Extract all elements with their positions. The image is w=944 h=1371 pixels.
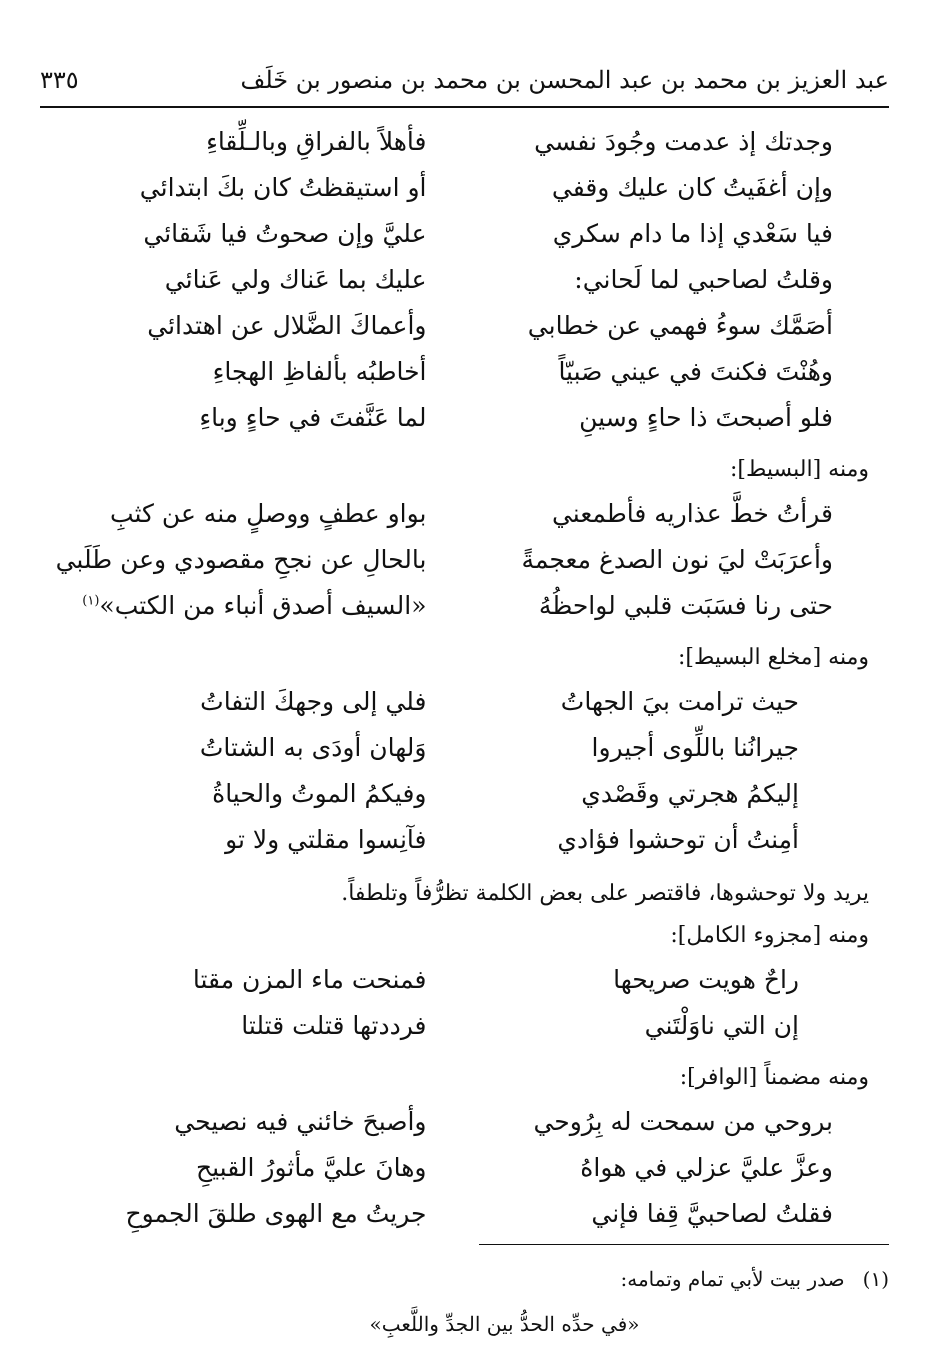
verse-first-hemistich: وأعرَبَتْ ليَ نون الصدغ معجمةً [521,544,833,574]
running-header [40,58,889,102]
header-title: عبد العزيز بن محمد بن عبد المحسن بن محمد بن منصور بن خَلَف [240,66,889,94]
verse-line [40,956,889,1002]
footnote-rule [479,1244,889,1245]
verse-second-hemistich: وَلهان أودَى به الشتاتُ [199,732,427,762]
verse-first-hemistich: وهُنْتَ فكنتَ في عيني صَبيّاً [558,356,833,386]
verse-line [40,1144,889,1190]
verse-line [40,1190,889,1236]
header-rule [40,106,889,108]
verse-second-hemistich: وهانَ عليَّ مأثورُ القبيحِ [196,1152,427,1182]
verse-first-hemistich: وجدتك إذ عدمت وجُودَ نفسي [534,126,833,156]
verse-second-hemistich: وأصبحَ خائني فيه نصيحي [174,1106,427,1136]
verse-second-hemistich: أخاطبُه بألفاظِ الهجاءِ [212,356,427,386]
verse-first-hemistich: راحٌ هويت صريحها [613,964,799,994]
verse-first-hemistich: إن التي ناوَلْتَني [644,1010,799,1040]
verse-line [40,256,889,302]
verse-line [40,302,889,348]
verse-first-hemistich: قرأتُ خطَّ عذاريه فأطمعني [551,498,833,528]
verse-first-hemistich: أمِنتُ أن توحشوا فؤادي [557,824,799,854]
verse-first-hemistich: وعزَّ عليَّ عزلي في هواهُ [580,1152,833,1182]
verse-line [40,1002,889,1048]
verse-second-hemistich: فرددتها قتلت قتلتا [241,1010,427,1040]
verse-first-hemistich: فقلتُ لصاحبيَّ قِفا فإني [591,1198,833,1228]
verse-second-hemistich: عليَّ وإن صحوتُ فيا شَقائي [143,218,427,248]
verse-first-hemistich: أصَمَّك سوءُ فهمي عن خطابي [527,310,833,340]
verse-line [40,724,889,770]
verse-second-hemistich: فأهلاً بالفراقِ وبالـلِّقاءِ [206,126,427,156]
verse-line [40,490,889,536]
footnote-quote: «في حدِّه الحدُّ بين الجدِّ واللَّعبِ» [369,1312,640,1336]
footnote-marker[interactable]: (١) [82,593,100,609]
verse-second-hemistich: عليك بما عَناك ولي عَنائي [164,264,427,294]
verse-first-hemistich: فلو أصبحتَ ذا حاءٍ وسينِ [579,402,833,432]
verse-first-hemistich: وقلتُ لصاحبي لما لَحاني: [574,264,833,294]
verse-first-hemistich: بروحي من سمحت له بِرُوحي [533,1106,833,1136]
footnote-text: صدر بيت لأبي تمام وتمامه: [620,1267,845,1291]
verse-second-hemistich: بواو عطفٍ ووصلٍ منه عن كثبِ [109,498,427,528]
verse-line [40,678,889,724]
verse-second-hemistich: جريتُ مع الهوى طلقَ الجموحِ [125,1198,427,1228]
verse-first-hemistich: جيرانُنا باللِّوى أجيروا [591,732,799,762]
verse-second-hemistich: فلي إلى وجهكَ التفاتُ [200,686,427,716]
verse-second-hemistich: وأعماكَ الضَّلال عن اهتدائي [147,310,427,340]
verse-second-hemistich: فآنِسوا مقلتي ولا تو [225,824,427,854]
verse-line [40,536,889,582]
prose-note: يريد ولا توحشوها، فاقتصر على بعض الكلمة تظرُّفاً وتلطفاً. [341,881,869,906]
verse-first-hemistich: حيث ترامت بيَ الجهاتُ [560,686,799,716]
verse-line [40,164,889,210]
verse-second-hemistich: لما عَنَّفتَ في حاءٍ وباءِ [199,402,427,432]
verse-line [40,210,889,256]
verse-second-hemistich: وفيكمُ الموتُ والحياةُ [212,778,427,808]
verse-first-hemistich: حتى رنا فسَبَت قلبي لواحظُهُ [538,590,833,620]
verse-second-hemistich: أو استيقظتُ كان بكَ ابتدائي [139,172,427,202]
meter-intro: ومنه مضمناً [الوافر]: [679,1065,869,1090]
page-number: ٣٣٥ [40,66,79,94]
verse-line [40,770,889,816]
verse-line [40,1098,889,1144]
verse-second-hemistich: بالحالِ عن نجحِ مقصودي وعن طَلَبي [55,544,427,574]
verse-second-hemistich: فمنحت ماء المزن مقتا [192,964,427,994]
verse-second-hemistich: «السيف أصدق أنباء من الكتب»$^{(١)}$ [82,590,427,620]
verse-line [40,394,889,440]
meter-intro: ومنه [البسيط]: [729,457,869,482]
meter-intro: ومنه [مخلع البسيط]: [678,645,869,670]
verse-first-hemistich: إليكمُ هجرتي وقَصْدي [581,778,799,808]
footnote-number: (١) [862,1267,889,1291]
verse-first-hemistich: وإن أغفَيتُ كان عليك وقفي [551,172,833,202]
verse-first-hemistich: فيا سَعْدي إذا ما دام سكري [552,218,833,248]
meter-intro: ومنه [مجزوء الكامل]: [670,923,869,948]
poem-body [40,118,889,1236]
verse-line [40,582,889,628]
verse-line [40,348,889,394]
footnote [40,1262,889,1352]
verse-line [40,118,889,164]
verse-line [40,816,889,862]
